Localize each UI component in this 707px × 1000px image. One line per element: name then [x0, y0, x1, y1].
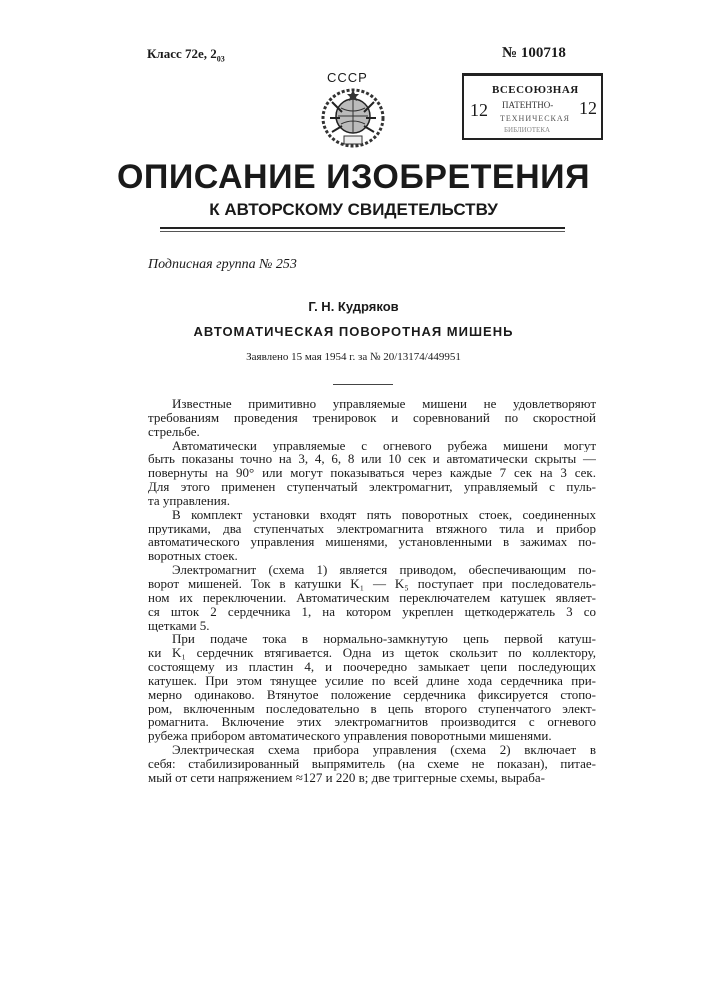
divider: [333, 384, 393, 385]
filing-info: Заявлено 15 мая 1954 г. за № 20/13174/449951: [0, 351, 707, 363]
stamp-line: ВСЕСОЮЗНАЯ: [492, 84, 579, 96]
paragraph-line: состоящему из пластин 4, и поочередно замыкает цепи последующих: [148, 660, 596, 674]
paragraph-line: Электромагнит (схема 1) является приводом, обеспечивающим по-: [148, 563, 596, 577]
paragraph-line: ном их переключении. Автоматическим переключателем катушек являет-: [148, 591, 596, 605]
class-subscript: 03: [217, 55, 225, 64]
paragraph-line: стрельбе.: [148, 425, 596, 439]
subscription-group: Подписная группа № 253: [148, 257, 297, 273]
paragraph-line: ромагнита. Включение этих электромагнитов производится с огневого: [148, 715, 596, 729]
author: Г. Н. Кудряков: [0, 299, 707, 314]
document-subtitle: К АВТОРСКОМУ СВИДЕТЕЛЬСТВУ: [0, 200, 707, 220]
patent-number: № 100718: [502, 45, 566, 62]
document-title: ОПИСАНИЕ ИЗОБРЕТЕНИЯ: [0, 158, 707, 197]
class-label: [147, 46, 225, 64]
stamp-number: 12: [579, 98, 597, 119]
invention-title: АВТОМАТИЧЕСКАЯ ПОВОРОТНАЯ МИШЕНЬ: [0, 324, 707, 339]
library-stamp: [462, 73, 603, 140]
paragraph-line: мерно одинаково. Втянутое положение сердечника фиксируется стопо-: [148, 688, 596, 702]
paragraph-line: автоматического управления мишенями, установленными в зажимах по-: [148, 535, 596, 549]
paragraph-line: быть показаны точно на 3, 4, 6, 8 или 10 сек и автоматически скрыты —: [148, 452, 596, 466]
stamp-number: 12: [470, 100, 488, 121]
paragraph-line: ворот мишеней. Ток в катушки K₁ — K₅ поступает при последователь-: [148, 577, 596, 591]
description-body: [148, 397, 596, 785]
paragraph-line: повернуты на 90° или могут показываться через каждые 7 сек на 3 сек.: [148, 466, 596, 480]
paragraph-line: щетками 5.: [148, 619, 596, 633]
paragraph-line: катушек. При этом тянущее усилие по всей длине хода сердечника при-: [148, 674, 596, 688]
paragraph-line: ся шток 2 сердечника 1, на котором укреплен щеткодержатель 3 со: [148, 605, 596, 619]
stamp-line: ТЕХНИЧЕСКАЯ: [500, 114, 570, 123]
paragraph-line: В комплект установки входят пять поворотных стоек, соединенных: [148, 508, 596, 522]
class-text: Класс 72е, 2: [147, 46, 217, 61]
paragraph-line: себя: стабилизированный выпрямитель (на схеме не показан), питае-: [148, 757, 596, 771]
divider: [160, 227, 565, 229]
divider: [160, 231, 565, 232]
ussr-emblem-icon: [318, 88, 388, 150]
paragraph-line: ром, включенным последовательно в цепь второго ступенчатого элект-: [148, 702, 596, 716]
paragraph-line: Известные примитивно управляемые мишени не удовлетворяют: [148, 397, 596, 411]
paragraph-line: мый от сети напряжением ≈127 и 220 в; две триггерные схемы, выраба-: [148, 771, 596, 785]
paragraph-line: воротных стоек.: [148, 549, 596, 563]
paragraph-line: рубежа прибором автоматического управления поворотными мишенями.: [148, 729, 596, 743]
paragraph-line: ки K₁ сердечник втягивается. Одна из щеток скользит по коллектору,: [148, 646, 596, 660]
paragraph-line: та управления.: [148, 494, 596, 508]
stamp-line: БИБЛИОТЕКА: [504, 126, 550, 134]
country-label: СССР: [327, 70, 368, 85]
paragraph-line: Для этого применен ступенчатый электромагнит, управляемый с пуль-: [148, 480, 596, 494]
paragraph-line: прутиками, два ступенчатых электромагнита втяжного тила и прибор: [148, 522, 596, 536]
paragraph-line: Автоматически управляемые с огневого рубежа мишени могут: [148, 439, 596, 453]
paragraph-line: При подаче тока в нормально-замкнутую цепь первой катуш-: [148, 632, 596, 646]
stamp-line: ПАТЕНТНО-: [502, 100, 553, 110]
paragraph-line: требованиям проведения тренировок и соревнований по скоростной: [148, 411, 596, 425]
paragraph-line: Электрическая схема прибора управления (схема 2) включает в: [148, 743, 596, 757]
